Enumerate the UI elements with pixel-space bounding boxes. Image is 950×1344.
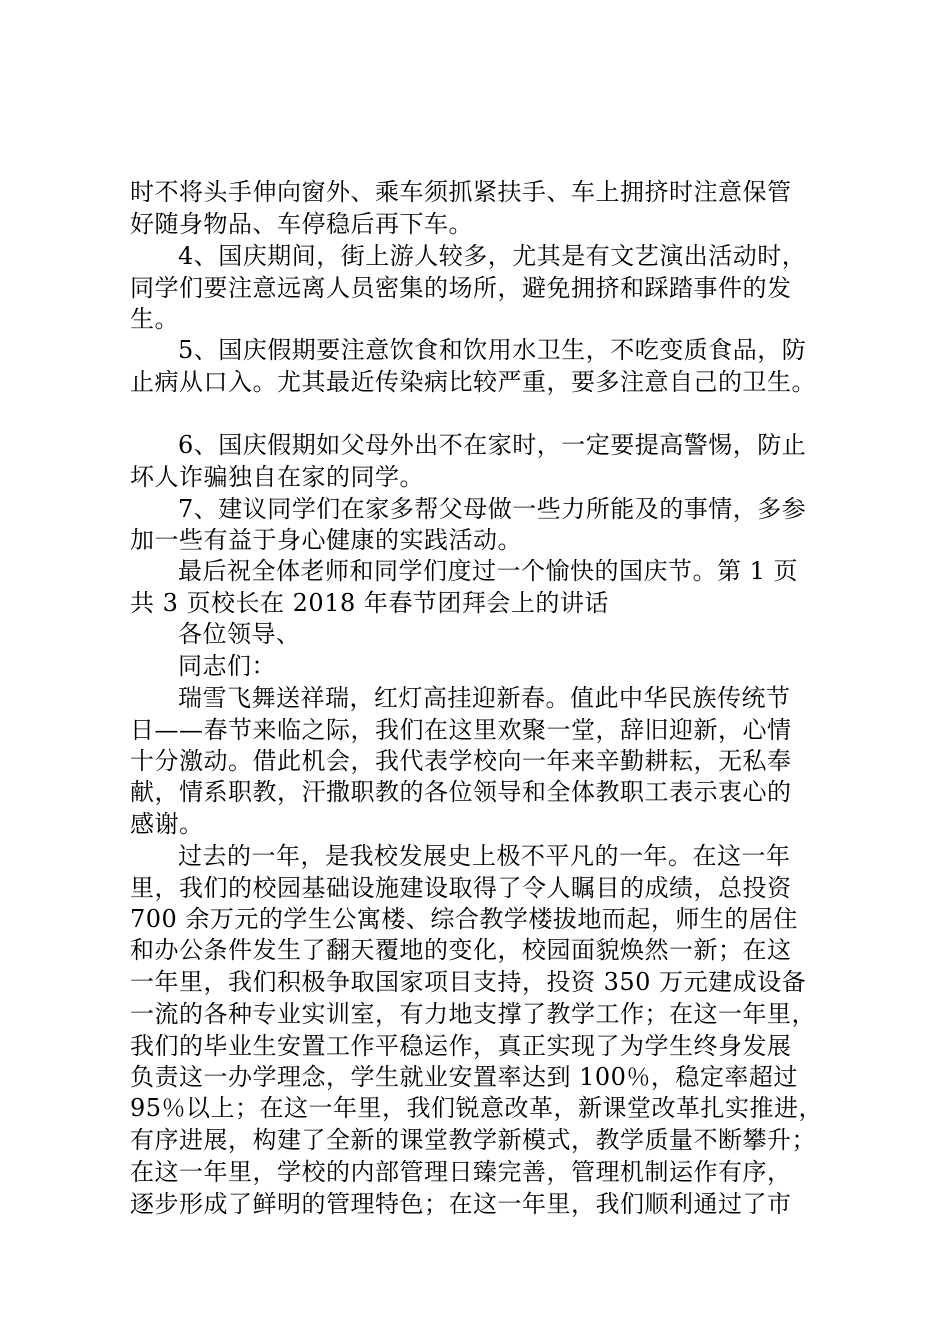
paragraph-start-line: 过去的一年，是我校发展史上极不平凡的一年。在这一年 [178,842,791,870]
body-line: 里，我们的校园基础设施建设取得了令人瞩目的成绩，总投资 [130,874,792,902]
body-line: 止病从口入。尤其最近传染病比较严重，要多注意自己的卫生。 [130,368,816,396]
body-line: 负责这一办学理念，学生就业安置率达到 100％，稳定率超过 [130,1063,798,1091]
paragraph-start-line: 最后祝全体老师和同学们度过一个愉快的国庆节。第 1 页 [178,557,799,585]
body-line: 好随身物品、车停稳后再下车。 [130,210,473,238]
body-line: 感谢。 [130,810,204,838]
paragraph-start-line: 6、国庆假期如父母外出不在家时，一定要提高警惕，防止 [178,431,807,459]
body-line: 加一些有益于身心健康的实践活动。 [130,526,522,554]
salutation-line: 同志们： [178,652,276,680]
body-line: 时不将头手伸向窗外、乘车须抓紧扶手、车上拥挤时注意保管 [130,178,792,206]
salutation-line: 各位领导、 [178,620,301,648]
speech-title-line: 共 3 页校长在 2018 年春节团拜会上的讲话 [130,589,609,617]
body-line: 一年里，我们积极争取国家项目支持，投资 350 万元建成设备 [130,968,807,996]
paragraph-start-line: 7、建议同学们在家多帮父母做一些力所能及的事情，多参 [178,495,807,523]
body-line: 在这一年里，学校的内部管理日臻完善，管理机制运作有序， [130,1158,792,1186]
body-line: 日——春节来临之际，我们在这里欢聚一堂，辞旧迎新，心情 [130,716,792,744]
paragraph-start-line: 5、国庆假期要注意饮食和饮用水卫生，不吃变质食品，防 [178,336,807,364]
body-line: 一流的各种专业实训室，有力地支撑了教学工作；在这一年里， [130,1000,816,1028]
body-line: 95％以上；在这一年里，我们锐意改革，新课堂改革扎实推进， [130,1094,824,1122]
paragraph-start-line: 瑞雪飞舞送祥瑞，红灯高挂迎新春。值此中华民族传统节 [178,684,791,712]
body-line: 700 余万元的学生公寓楼、综合教学楼拔地而起，师生的居住 [130,905,798,933]
body-line: 献，情系职教，汗撒职教的各位领导和全体教职工表示衷心的 [130,778,792,806]
body-line: 我们的毕业生安置工作平稳运作，真正实现了为学生终身发展 [130,1032,792,1060]
body-line: 同学们要注意远离人员密集的场所，避免拥挤和踩踏事件的发 [130,274,792,302]
body-line: 十分激动。借此机会，我代表学校向一年来辛勤耕耘，无私奉 [130,747,792,775]
paragraph-start-line: 4、国庆期间，街上游人较多，尤其是有文艺演出活动时， [178,242,807,270]
body-line: 逐步形成了鲜明的管理特色；在这一年里，我们顺利通过了市 [130,1190,792,1218]
body-line: 生。 [130,305,179,333]
body-line: 和办公条件发生了翻天覆地的变化，校园面貌焕然一新；在这 [130,936,792,964]
body-line: 有序进展，构建了全新的课堂教学新模式，教学质量不断攀升； [130,1126,816,1154]
body-line: 坏人诈骗独自在家的同学。 [130,463,424,491]
